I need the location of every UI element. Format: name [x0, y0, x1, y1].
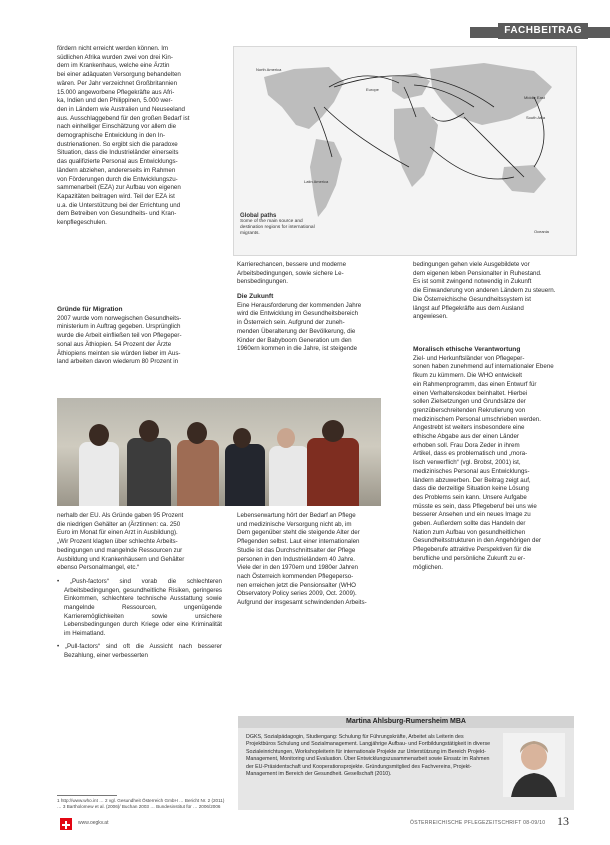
map-label-oceania: Oceania — [534, 229, 549, 234]
text-line: besserer Ansehen und ein neues Image zu — [413, 511, 531, 519]
text-line: sollen Zielsetzungen und Grundsätze der — [413, 398, 526, 406]
text-line: einen Verhaltenskodex beinhaltet. Hierbei — [413, 389, 528, 397]
text-line: und medizinische Versorgung nicht ab, im — [237, 520, 352, 528]
map-label-south-asia: South Asia — [526, 115, 546, 120]
text-line: menden Überalterung der Bevölkerung, die — [237, 327, 356, 335]
text-line: südlichen Afrika wurden zwei von drei Kin- — [57, 53, 173, 61]
text-line: bei einer adäquaten Versorgung behandelten — [57, 71, 181, 79]
footnote-rule — [57, 795, 117, 796]
text-line: ländern abziehen, andererseits im Rahmen — [57, 166, 176, 174]
heading-verantwortung: Moralisch ethische Verantwortung — [413, 346, 521, 353]
text-line: Ziel- und Herkunftsländer von Pflegeper- — [413, 354, 525, 362]
column-3-top — [413, 261, 573, 322]
text-line: kenpflegeschulen. — [57, 219, 107, 227]
text-line: erhoben soll. Frau Dora Zeder in ihrem — [413, 441, 520, 449]
text-line: wurde die Arbeit einfließen teil von Pflegeper- — [57, 332, 182, 340]
text-line: ebenso Personalmangel, etc.“ — [57, 564, 140, 572]
text-line: Pflegeberufe attraktive Perspektiven für die — [413, 546, 532, 554]
text-line: Artikel, dass es problematisch und „mora- — [413, 450, 528, 458]
text-line: nach Österreich kommenden Pflegeperso- — [237, 572, 354, 580]
text-line: des Problems sein kann. Unsere Aufgabe — [413, 493, 527, 501]
column-1-top — [57, 45, 222, 228]
oegkv-logo — [60, 818, 72, 830]
text-line: dass die derzeitige Situation keine Lösung — [413, 485, 529, 493]
landmass-north-america — [264, 67, 344, 129]
text-line: medizinischem Personal umschrieben werden. — [413, 415, 541, 423]
text-line: Aufgrund der insgesamt schwindenden Arbeits- — [237, 599, 367, 607]
text-line: aus. Ausschlaggebend für den großen Bedarf ist — [57, 114, 190, 122]
text-line: sammenarbeit (EZA) zur Aufbau von eigenen — [57, 184, 181, 192]
text-line: ein Rahmenprogramm, das einen Entwurf für — [413, 380, 537, 388]
text-line: die Einwanderung von anderen Ländern zu steuern. — [413, 287, 556, 295]
footer-url[interactable]: www.oegkv.at — [78, 820, 109, 826]
author-name: Martina Ahlsburg-Rumersheim MBA — [238, 716, 574, 728]
footer-journal: ÖSTERREICHISCHE PFLEGEZEITSCHRIFT 08-09/10 — [410, 820, 546, 826]
text-line: Ausbildung und Krankenhäusern und Gehälter — [57, 555, 185, 563]
column-1-bottom — [57, 512, 222, 664]
text-line: demographische Entwicklung in den In- — [57, 132, 166, 140]
text-line: dem Betreiben von Gesundheits- und Kran- — [57, 210, 177, 218]
text-line: Es ist somit zwingend notwendig in Zukunft — [413, 278, 532, 286]
text-line: Arbeitsbedingungen, sowie sichere Le- — [237, 269, 344, 277]
text-line: nerhalb der EU. Als Gründe gaben 95 Prozent — [57, 512, 184, 519]
text-line: dustrienationen. So ergibt sich die paradoxe — [57, 140, 178, 148]
text-line: lisch verwerflich“ (vgl. Brobst, 2001) ist, — [413, 459, 521, 467]
text-line: bedingungen gehen viele Ausgebildete vor — [413, 261, 530, 268]
text-line: ministerium in Auftrag gegeben. Ursprünglich — [57, 323, 181, 331]
text-line: Pflegenden selbst. Laut einer internationalen — [237, 538, 360, 546]
text-line: ethische Abgabe aus der einen Länder — [413, 433, 519, 441]
landmass-oceania — [502, 165, 546, 193]
text-line: das qualifizierte Personal aus Entwicklungs- — [57, 158, 178, 166]
column-2-top — [237, 261, 397, 287]
text-line: sonal aus Äthiopien. 54 Prozent der Ärzte — [57, 340, 172, 348]
text-line: Karrierechancen, bessere und moderne — [237, 261, 347, 268]
text-line: angewiesen. — [413, 313, 448, 321]
text-line: wird die Entwicklung im Gesundheitsbereich — [237, 310, 359, 318]
text-line: land arbeiten davon wiederum 80 Prozent in — [57, 358, 179, 366]
column-2-bottom — [237, 512, 397, 608]
map-legend-title: Global paths — [240, 213, 277, 219]
text-line: fikum zu kümmern. Die WHO entwickelt — [413, 372, 522, 380]
text-line: medizinisches Personal aus Entwicklungs- — [413, 467, 530, 475]
text-line: Nation zum Aufbau von gesundheitlichen — [413, 528, 526, 536]
text-line: in Österreich sein. Aufgrund der zuneh- — [237, 319, 345, 327]
text-line: nen erreichen jetzt die Pensionsalter (WHO — [237, 581, 356, 589]
text-line: möglichen. — [413, 563, 443, 571]
text-line: Euro im Monat für einen Arzt in Ausbildung). — [57, 529, 178, 537]
landmass-africa — [394, 107, 438, 187]
text-line: Eine Herausforderung der kommenden Jahre — [237, 301, 362, 309]
text-line: längst auf Pflegekräfte aus dem Ausland — [413, 304, 524, 312]
text-line: „Wir Prozent klagten über schlechte Arbeits- — [57, 538, 178, 546]
text-line: müsste es sein, dass Pflegeberuf bei uns wie — [413, 502, 537, 510]
text-line: 15.000 angeworbene Pflegekräfte aus Afri- — [57, 88, 175, 96]
text-line: ländern abzuwerben. Der Beitrag zeigt auf, — [413, 476, 531, 484]
footnotes: 1 http://www.who.int … 2 vgl. Gesundheit Österreich GmbH … Bericht Nr. 2 (2011) … 3 Bartholomew et al. (2006)/ Buchan 2003 … Bundesinstitut für … 2006/2006 — [57, 798, 225, 809]
author-bio: DGKS, Sozialpädagogin, Studiengang: Schulung für Führungskräfte, Arbeitet als Leiterin des Projektbüros Schulung und Sozialmanagement. Langjährige Aufbau- und Fortbildungstätigkeit in diverse Sozialeinrichtungen, Workshopleiterin für internationale Projekte zur Unterstützung im Bereich Projekt-Management, Monitoring und Evaluation. Über Entwicklungszusammenarbeit sowie Einsatz im Rahmen der EU-Präsidentschaft und Kooperationsprojekte. Gründungsmitglied des Fachvereins, Projekt-Management im Bereich der Gesundheit. Gesellschaft (2010). — [246, 734, 491, 778]
text-line: berufliche und persönliche Zukunft zu er- — [413, 554, 526, 562]
text-line: 1960ern kommen in die Jahre, ist steigende — [237, 345, 358, 353]
text-line: u.a. die Unterstützung bei der Errichtung und — [57, 201, 181, 209]
text-line: Observatory Policy series 2009, Oct. 2009). — [237, 590, 357, 598]
landmass-south-america — [310, 139, 342, 217]
text-line: bedingungen und mangelnde Ressourcen zur — [57, 546, 183, 554]
text-line: die niedrigen Gehälter an (Ärztinnen: ca. 250 — [57, 520, 181, 528]
text-line: Lebenserwartung hört der Bedarf an Pflege — [237, 512, 356, 519]
text-line: Kinder der Babyboom Generation um den — [237, 336, 352, 344]
section-tag: FACHBEITRAG — [498, 23, 588, 39]
bullet-item: • „Pull-factors“ sind oft die Aussicht nach besserer Bezahlung, einer verbesserten — [57, 642, 222, 659]
map-label-middle-east: Middle East — [524, 95, 545, 100]
map-legend-text: Some of the main source and destination regions for international migrants. — [240, 219, 315, 236]
text-line: Kapazitäten beitragen wird. Teil der EZA ist — [57, 192, 175, 200]
map-label-latin-america: Latin America — [304, 179, 329, 184]
bullet-item: • „Push-factors“ sind vorab die schlechteren Arbeitsbedingungen, gesundheitliche Risiken, geringeres Einkommen, schlechtere technische Ausstattung sowie mangelnde Ressourcen, ungenügende Karrieremöglichkeiten sowie unsichere Lebensbedingungen durch Kriege oder eine Kriminalität im Heimatland. — [57, 577, 222, 638]
text-line: grenzüberschreitenden Rekrutierung von — [413, 406, 526, 414]
page-number: 13 — [557, 814, 569, 828]
column-2-mid — [237, 293, 397, 354]
text-line: Studie ist das Durchschnittsalter der Pflege — [237, 546, 356, 554]
text-line: Situation, dass die Industrieländer einerseits — [57, 149, 179, 157]
text-line: den in Ländern wie Australien und Neuseeland — [57, 105, 185, 113]
text-line: Angestrebt ist weiters insbesondere eine — [413, 424, 525, 432]
column-1-mid — [57, 306, 222, 367]
text-line: Gesundheitsstrukturen in den Angehörigen der — [413, 537, 541, 545]
text-line: bensbedingungen. — [237, 278, 288, 286]
heading-gruende: Gründe für Migration — [57, 306, 123, 313]
text-line: fördern nicht erreicht werden können. Im — [57, 45, 169, 52]
text-line: 2007 wurde vom norwegischen Gesundheits- — [57, 314, 182, 322]
author-portrait — [503, 733, 565, 797]
heading-zukunft: Die Zukunft — [237, 293, 274, 300]
group-photo — [57, 398, 381, 506]
text-line: ka, Indien und den Philippinen, 5.000 wer- — [57, 97, 173, 105]
text-line: geben. Außerdem sollte das Handeln der — [413, 520, 526, 528]
text-line: dem eigenen leben Pensionalter in Ruhestand. — [413, 269, 542, 277]
text-line: Äthiopiens meinten sie würden lieber im Aus- — [57, 349, 181, 357]
text-line: Die Österreichische Gesundheitssystem ist — [413, 295, 531, 303]
text-line: nach einhelliger Einschätzung vor allem die — [57, 123, 177, 131]
text-line: dern im Krankenhaus, welche eine Ärztin — [57, 62, 170, 70]
text-line: Dem gegenüber steht die steigende Alter der — [237, 529, 360, 537]
column-3-body — [413, 346, 573, 572]
text-line: Viele der in den 1970ern und 1980er Jahren — [237, 564, 358, 572]
map-label-north-america: North America — [256, 67, 282, 72]
text-line: wären. Per Jahr verzeichnet Großbritannien — [57, 79, 178, 87]
map-label-europe: Europe — [366, 87, 379, 92]
text-line: personen in den Industrieländern 40 Jahre. — [237, 555, 355, 563]
map-legend — [240, 213, 322, 237]
text-line: von Förderungen durch die Entwicklungszu- — [57, 175, 178, 183]
text-line: sonen haben zunehmend auf internationaler Ebene — [413, 363, 554, 371]
